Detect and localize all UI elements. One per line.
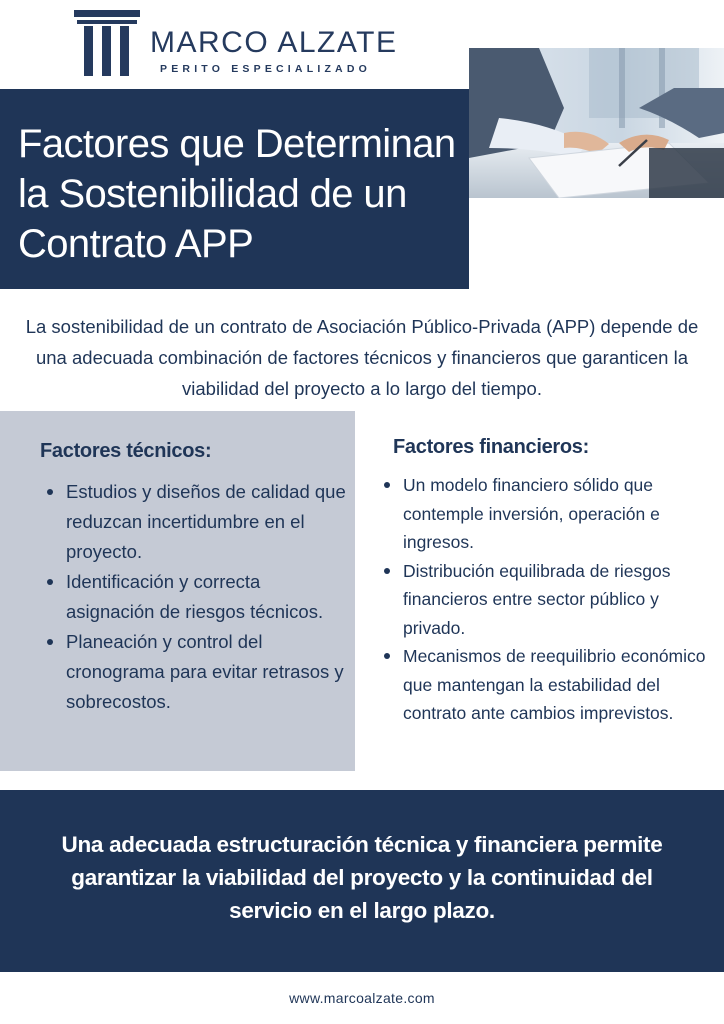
list-item: Estudios y diseños de calidad que reduzcan incertidumbre en el proyecto. — [40, 477, 350, 567]
technical-factors-heading: Factores técnicos: — [40, 440, 212, 462]
handshake-office-photo — [469, 48, 724, 198]
list-item: Mecanismos de reequilibrio económico que mantengan la estabilidad del contrato ante cambios imprevistos. — [377, 642, 717, 728]
financial-factors-heading: Factores financieros: — [393, 436, 589, 458]
list-item: Un modelo financiero sólido que contemple inversión, operación e ingresos. — [377, 471, 717, 557]
title-block — [0, 89, 469, 289]
website-link[interactable]: www.marcoalzate.com — [289, 990, 435, 1006]
financial-factors-list — [377, 471, 717, 728]
page-title: Factores que Determinan la Sostenibilidad de un Contrato APP — [18, 122, 456, 266]
list-item: Planeación y control del cronograma para evitar retrasos y sobrecostos. — [40, 627, 350, 717]
technical-factors-list — [40, 477, 350, 717]
brand-name: MARCO ALZATE — [150, 26, 398, 59]
list-item: Distribución equilibrada de riesgos financieros entre sector público y privado. — [377, 557, 717, 643]
brand-tagline: PERITO ESPECIALIZADO — [160, 63, 371, 75]
intro-paragraph: La sostenibilidad de un contrato de Asociación Público-Privada (APP) depende de una adecuada combinación de factores técnicos y financieros que garanticen la viabilidad del proyecto a lo largo del tiempo. — [25, 316, 699, 399]
conclusion-text: Una adecuada estructuración técnica y financiera permite garantizar la viabilidad del proyecto y la continuidad del servicio en el largo plazo. — [61, 832, 663, 923]
brand-logo — [74, 10, 398, 80]
list-item: Identificación y correcta asignación de riesgos técnicos. — [40, 567, 350, 627]
column-logo-icon — [74, 10, 140, 76]
conclusion-band — [0, 790, 724, 972]
photo-illustration — [469, 48, 724, 198]
